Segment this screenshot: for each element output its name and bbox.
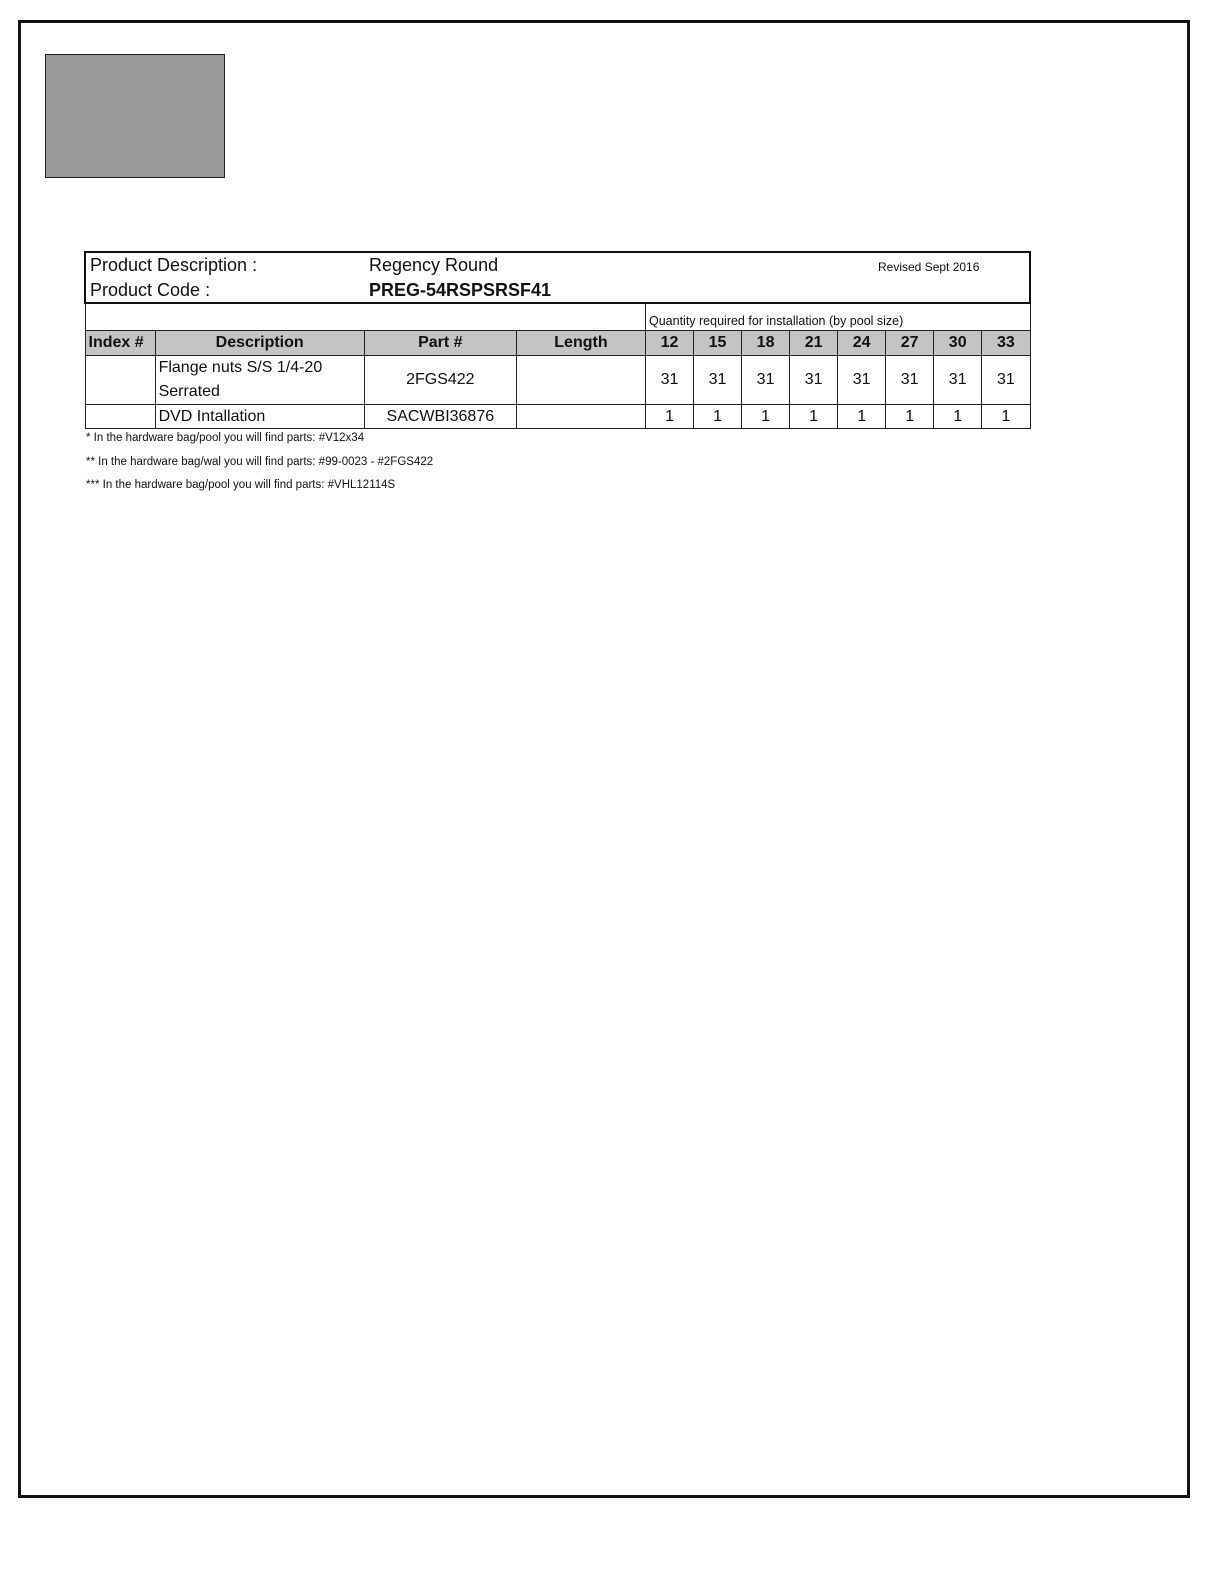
revised-date: Revised Sept 2016	[878, 260, 980, 274]
row-qty: 31	[694, 356, 742, 405]
footnotes	[86, 432, 433, 503]
row-description: DVD Intallation	[155, 405, 364, 429]
description-line: Serrated	[158, 383, 220, 400]
footnote: *** In the hardware bag/pool you will find parts: #VHL12114S	[86, 479, 396, 491]
product-header	[85, 252, 1030, 303]
col-size-33: 33	[982, 331, 1030, 356]
page-border	[18, 20, 1190, 1498]
row-qty: 1	[742, 405, 790, 429]
product-description-value: Regency Round	[369, 255, 499, 275]
col-size-27: 27	[886, 331, 934, 356]
col-size-30: 30	[934, 331, 982, 356]
col-size-18: 18	[742, 331, 790, 356]
row-qty: 31	[646, 356, 694, 405]
row-part: SACWBI36876	[364, 405, 516, 429]
row-description	[155, 356, 364, 405]
row-qty: 1	[646, 405, 694, 429]
description-line: Flange nuts S/S 1/4-20	[158, 359, 323, 376]
row-qty: 1	[886, 405, 934, 429]
row-qty: 1	[694, 405, 742, 429]
footnote: ** In the hardware bag/wal you will find parts: #99-0023 - #2FGS422	[86, 455, 434, 468]
row-qty: 1	[934, 405, 982, 429]
row-qty: 31	[934, 356, 982, 405]
product-code-label: Product Code :	[90, 280, 211, 300]
col-part: Part #	[364, 331, 516, 356]
row-qty: 1	[838, 405, 886, 429]
row-index	[85, 405, 155, 429]
row-length	[516, 356, 645, 405]
row-qty: 31	[790, 356, 838, 405]
row-part: 2FGS422	[364, 356, 516, 405]
col-size-12: 12	[646, 331, 694, 356]
caption-spacer	[85, 303, 646, 331]
product-code-value: PREG-54RSPSRSF41	[369, 280, 552, 300]
row-qty: 31	[982, 356, 1030, 405]
column-header-row	[85, 331, 1030, 356]
table-row	[85, 356, 1030, 405]
footnote: * In the hardware bag/pool you will find parts: #V12x34	[86, 432, 365, 444]
row-index	[85, 356, 155, 405]
row-qty: 1	[982, 405, 1030, 429]
table-row	[85, 405, 1030, 429]
row-qty: 31	[886, 356, 934, 405]
row-length	[516, 405, 645, 429]
col-length: Length	[516, 331, 645, 356]
row-qty: 1	[790, 405, 838, 429]
product-description-label: Product Description :	[90, 255, 258, 275]
col-description: Description	[155, 331, 364, 356]
logo-placeholder	[45, 54, 225, 178]
col-index: Index #	[85, 331, 155, 356]
row-qty: 31	[838, 356, 886, 405]
col-size-24: 24	[838, 331, 886, 356]
quantity-caption: Quantity required for installation (by pool size)	[646, 303, 1031, 331]
col-size-15: 15	[694, 331, 742, 356]
col-size-21: 21	[790, 331, 838, 356]
parts-table	[84, 251, 1031, 429]
row-qty: 31	[742, 356, 790, 405]
